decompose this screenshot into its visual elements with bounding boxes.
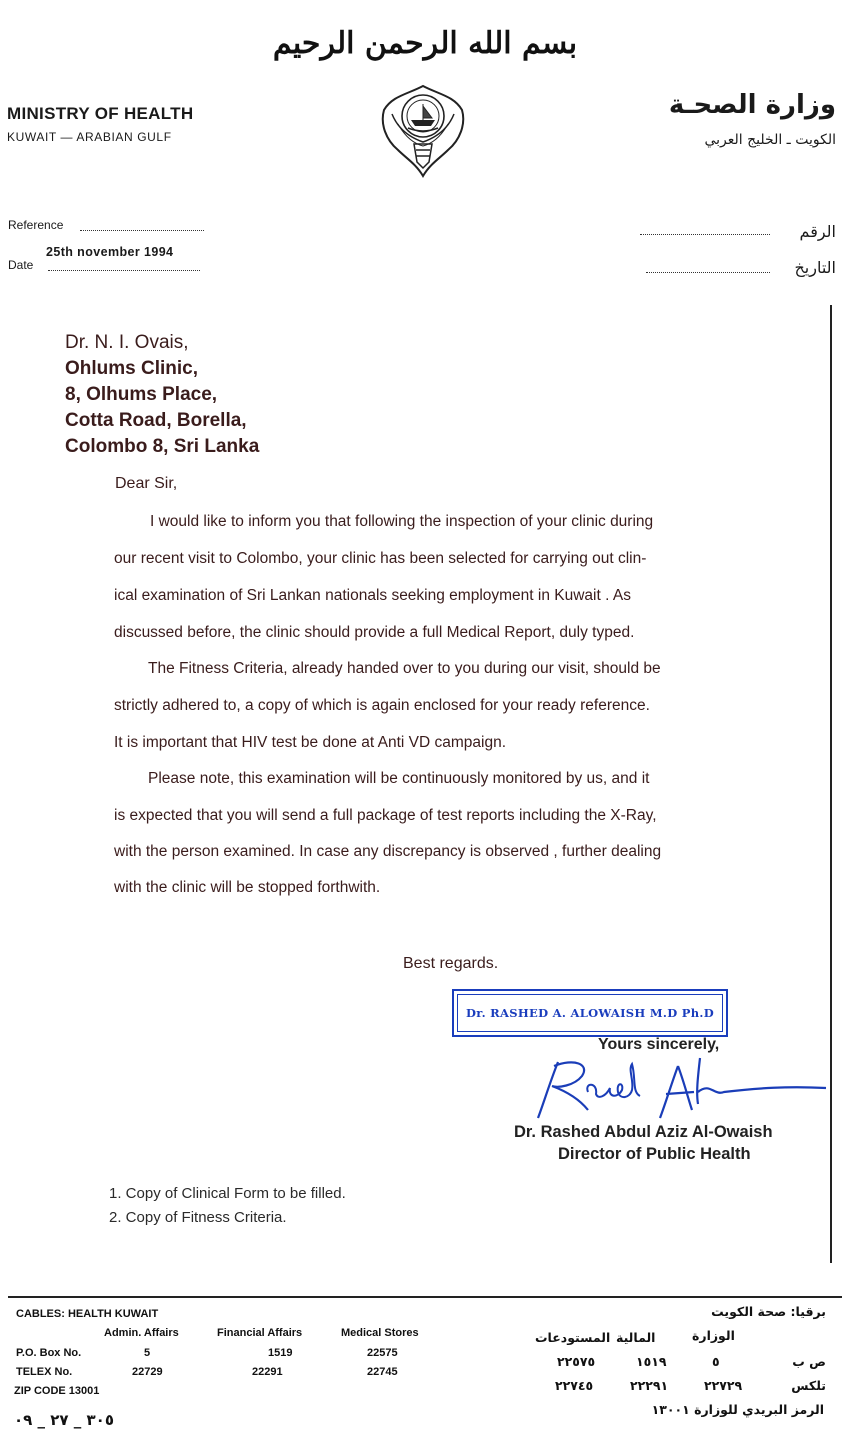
recipient-city: Colombo 8, Sri Lanka xyxy=(65,436,260,457)
date-label: Date xyxy=(8,258,34,272)
column-ministry-arabic: الوزارة xyxy=(692,1328,735,1343)
reference-label: Reference xyxy=(8,218,64,232)
kuwait-emblem-icon xyxy=(378,84,468,179)
body-line: our recent visit to Colombo, your clinic has been selected for carrying out clin- xyxy=(114,550,647,567)
po-box-label-arabic: ص ب xyxy=(792,1354,826,1369)
po-box-financial-arabic: ١٥١٩ xyxy=(636,1354,667,1369)
signer-name: Dr. Rashed Abdul Aziz Al-Owaish xyxy=(514,1123,773,1141)
body-line: discussed before, the clinic should provide a full Medical Report, duly typed. xyxy=(114,624,635,641)
date-label-arabic: التاريخ xyxy=(794,258,836,277)
reference-label-arabic: الرقم xyxy=(799,222,836,241)
zip-code-arabic: الرمز البريدي للوزارة ١٣٠٠١ xyxy=(651,1402,824,1417)
telex-stores: 22745 xyxy=(367,1366,398,1378)
document-number: ٣٠٥ _ ٢٧ _ ٠٩ xyxy=(14,1411,114,1429)
column-financial-arabic: المالية xyxy=(616,1330,656,1345)
cables-address: CABLES: HEALTH KUWAIT xyxy=(16,1308,159,1320)
body-line: I would like to inform you that following the inspection of your clinic during xyxy=(150,513,654,530)
enclosure-item: 1. Copy of Clinical Form to be filled. xyxy=(109,1185,346,1202)
location-english: KUWAIT — ARABIAN GULF xyxy=(7,130,172,144)
body-line: with the person examined. In case any discrepancy is observed , further dealing xyxy=(114,843,662,860)
cables-address-arabic: برقيا: صحة الكويت xyxy=(711,1304,826,1319)
column-stores: Medical Stores xyxy=(341,1327,419,1339)
column-stores-arabic: المستودعات xyxy=(535,1330,611,1345)
recipient-clinic: Ohlums Clinic, xyxy=(65,358,199,379)
po-box-stores: 22575 xyxy=(367,1347,398,1359)
column-financial: Financial Affairs xyxy=(217,1327,303,1339)
body-line: with the clinic will be stopped forthwith. xyxy=(114,879,381,896)
column-admin: Admin. Affairs xyxy=(104,1327,179,1339)
recipient-road: Cotta Road, Borella, xyxy=(65,410,247,431)
footer-rule xyxy=(8,1296,842,1298)
date-line-arabic xyxy=(646,262,770,273)
telex-label: TELEX No. xyxy=(16,1366,73,1378)
telex-admin: 22729 xyxy=(132,1366,163,1378)
telex-label-arabic: تلكس xyxy=(791,1378,826,1393)
name-stamp xyxy=(452,989,728,1037)
telex-stores-arabic: ٢٢٧٤٥ xyxy=(555,1378,594,1393)
reference-line xyxy=(80,220,204,231)
body-line: is expected that you will send a full package of test reports including the X-Ray, xyxy=(114,807,657,824)
zip-code: ZIP CODE 13001 xyxy=(14,1385,100,1397)
body-line: The Fitness Criteria, already handed over to you during our visit, should be xyxy=(148,660,661,677)
body-line: ical examination of Sri Lankan nationals seeking employment in Kuwait . As xyxy=(114,587,631,604)
po-box-ministry-arabic: ٥ xyxy=(712,1354,720,1369)
recipient-street: 8, Olhums Place, xyxy=(65,384,218,405)
salutation: Dear Sir, xyxy=(115,475,178,492)
enclosure-item: 2. Copy of Fitness Criteria. xyxy=(109,1209,287,1226)
body-line: It is important that HIV test be done at Anti VD campaign. xyxy=(114,734,507,751)
bismillah-heading: بسم الله الرحمن الرحيم xyxy=(272,26,578,61)
reference-line-arabic xyxy=(640,224,770,235)
po-box-admin: 5 xyxy=(144,1347,151,1359)
location-arabic: الكويت ـ الخليج العربي xyxy=(704,132,836,148)
signer-title: Director of Public Health xyxy=(558,1145,751,1163)
ministry-name-english: MINISTRY OF HEALTH xyxy=(7,104,194,123)
po-box-stores-arabic: ٢٢٥٧٥ xyxy=(557,1354,596,1369)
closing: Best regards. xyxy=(403,955,499,972)
body-line: strictly adhered to, a copy of which is again enclosed for your ready reference. xyxy=(114,697,650,714)
margin-rule xyxy=(830,305,832,1263)
po-box-financial: 1519 xyxy=(268,1347,293,1359)
telex-ministry-arabic: ٢٢٧٢٩ xyxy=(704,1378,743,1393)
po-box-label: P.O. Box No. xyxy=(16,1347,82,1359)
letter-date: 25th november 1994 xyxy=(46,245,174,259)
body-line: Please note, this examination will be continuously monitored by us, and it xyxy=(148,770,650,787)
telex-financial: 22291 xyxy=(252,1366,283,1378)
yours-sincerely: Yours sincerely, xyxy=(598,1036,720,1053)
handwritten-signature xyxy=(528,1052,828,1122)
date-line xyxy=(48,260,200,271)
telex-financial-arabic: ٢٢٢٩١ xyxy=(630,1378,669,1393)
recipient-name: Dr. N. I. Ovais, xyxy=(65,332,189,353)
recipient-address xyxy=(65,330,259,460)
ministry-name-arabic: وزارة الصحـة xyxy=(668,90,836,120)
stamp-text: Dr. RASHED A. ALOWAISH M.D Ph.D xyxy=(466,1006,714,1020)
